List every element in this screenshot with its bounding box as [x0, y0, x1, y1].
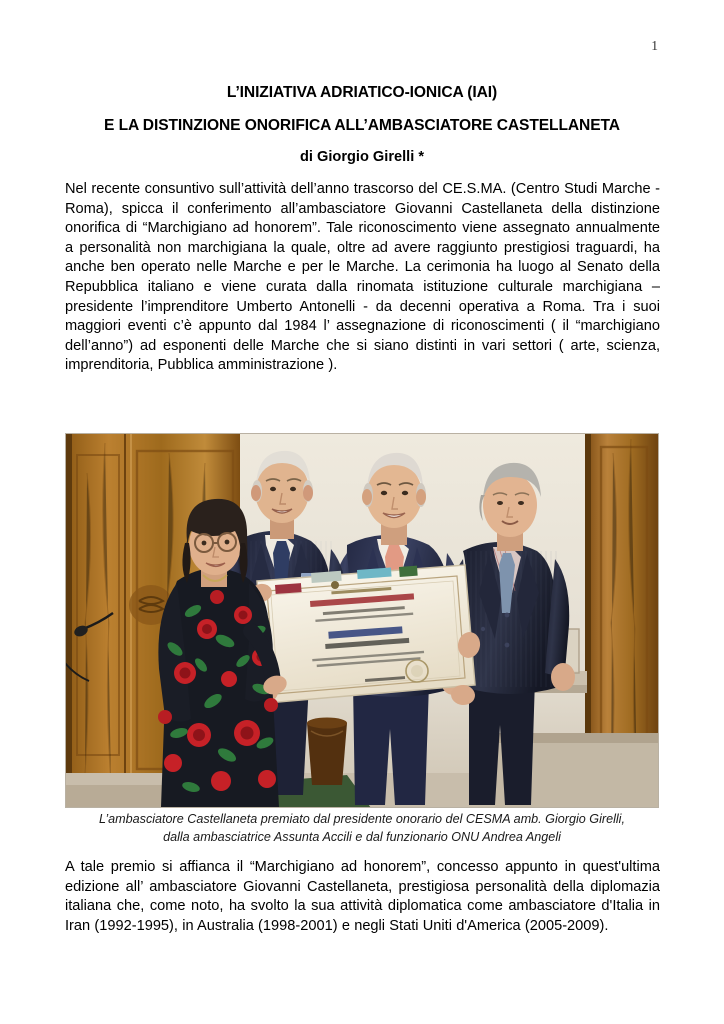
- title-block: [64, 84, 660, 166]
- photo-caption: [64, 811, 660, 846]
- photo-caption-line-1: L’ambasciatore Castellaneta premiato dal presidente onorario del CESMA amb. Giorgio Girelli,: [99, 812, 625, 826]
- document-title-line-1: L’INIZIATIVA ADRIATICO-IONICA (IAI): [226, 84, 498, 101]
- page-number: 1: [651, 38, 658, 53]
- photo-illustration: [65, 433, 659, 808]
- document-byline: di Giorgio Girelli *: [299, 148, 425, 165]
- certificate: [257, 565, 475, 703]
- paragraph-intro: Nel recente consuntivo sull’attività dell’anno trascorso del CE.S.MA. (Centro Studi Marche - Roma), spicca il conferimento all’ambasciatore Giovanni Castellaneta della distinzione onorifica di “Marchigiano ad honorem”. Tale riconoscimento viene assegnato annualmente a personalità non marchigiana la quale, oltre ad avere raggiunto prestigiosi traguardi, ha anche ben operato nelle Marche e per le Marche. La cerimonia ha luogo al Senato della Repubblica italiano e viene curata dalla rinomata istituzione culturale marchigiana – presidente l’imprenditore Umberto Antonelli - da decenni operativa a Roma. Tra i suoi maggiori eventi c’è appunto dal 1984 l’ assegnazione di riconoscimenti ( il “marchigiano dell’anno”) ad esponenti delle Marche che si siano distinti in vari settori ( arte, scienza, imprenditoria, Pubblica amministrazione ).: [65, 181, 660, 374]
- paragraph-closing: A tale premio si affianca il “Marchigiano ad honorem”, concesso appunto in quest'ultima edizione all’ ambasciatore Giovanni Castellaneta, prestigiosa personalità della diplomazia italiana che, come noto, ha svolto la sua attività diplomatica come ambasciatore d'Italia in Iran (1992-1995), in Australia (1998-2001) e negli Stati Uniti d'America (2005-2009).: [65, 859, 660, 934]
- document-title-line-2: E LA DISTINZIONE ONORIFICA ALL’AMBASCIATORE CASTELLANETA: [104, 117, 620, 135]
- photo-caption-line-2: dalla ambasciatrice Assunta Accili e dal funzionario ONU Andrea Angeli: [163, 829, 561, 844]
- award-ceremony-photo: [65, 433, 659, 808]
